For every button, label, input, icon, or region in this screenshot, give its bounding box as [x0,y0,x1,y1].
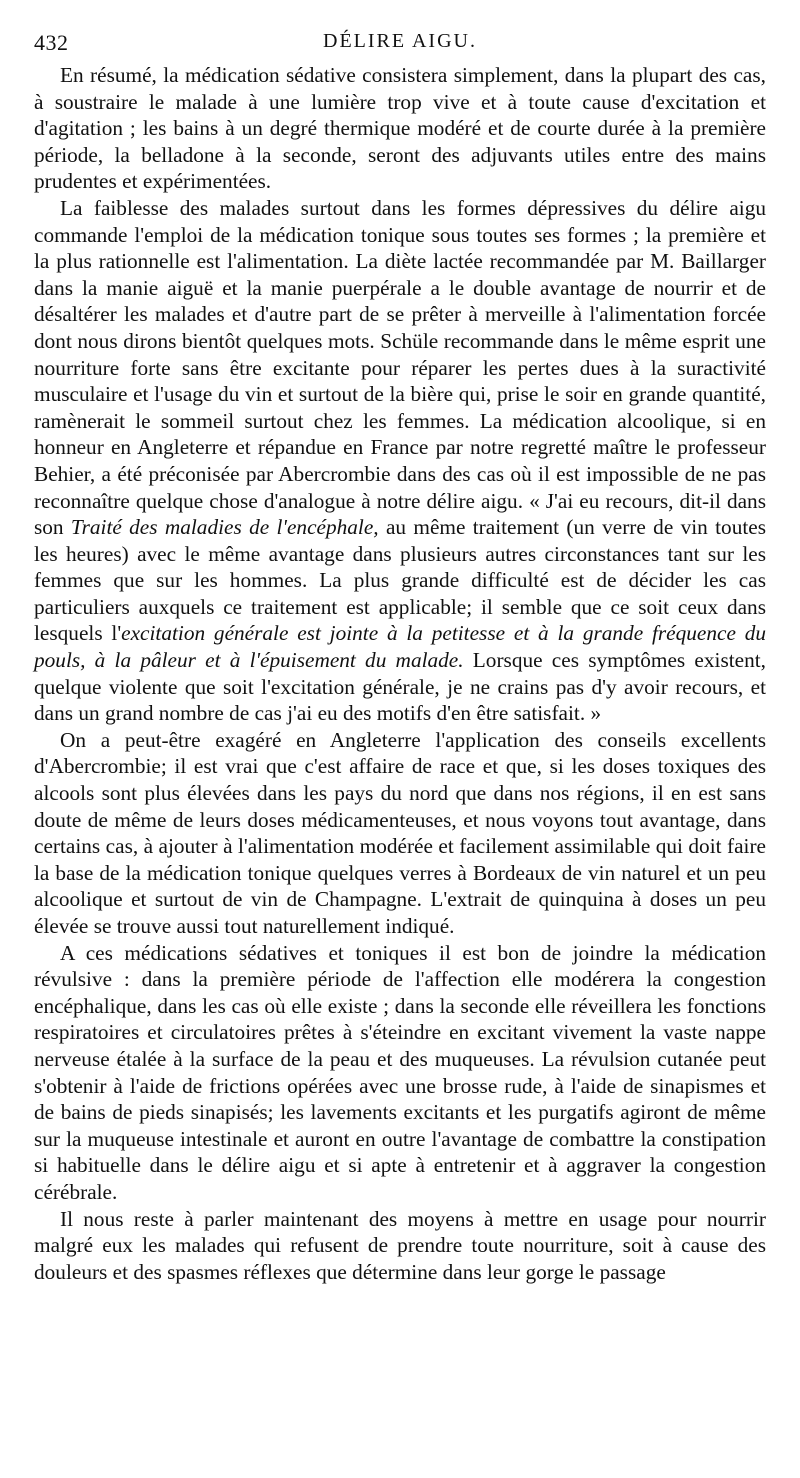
paragraph [34,62,766,195]
text-segment: Lorsque ces symptômes existent, quelque violente que soit l'excitation générale, je ne crains pas d'y avoir recours, et dans un grand nombre de cas j'ai eu des motifs d'en être satisfait. » [34,648,766,726]
paragraph [34,727,766,940]
running-title: DÉLIRE AIGU. [323,30,477,52]
text-segment: La faiblesse des malades surtout dans les formes dépressives du délire aigu commande l'emploi de la médication tonique sous toutes ses formes ; la première et la plus rationnelle est l'alimentation. La diète lactée recommandée par M. Baillarger dans la manie aiguë et la manie puerpérale a le double avantage de nourrir et de désaltérer les malades et d'autre part de se prêter à merveille à l'alimentation forcée dont nous dirons bientôt quelques mots. Schüle recommande dans le même esprit une nourriture forte sans être excitante pour réparer les pertes dues à la suractivité musculaire et l'usage du vin et surtout de la bière qui, prise le soir en grande quantité, ramènerait le sommeil surtout chez les femmes. La médication alcoolique, si en honneur en Angleterre et répandue en France par notre regretté maître le professeur Behier, a été préconisée par Abercrombie dans des cas où il est impossible de ne pas reconnaître quelque chose d'analogue à notre délire aigu. « J'ai eu recours, dit-il dans son [34,195,766,540]
page-header [34,30,766,58]
text-segment: au même traitement (un verre de vin toutes les heures) avec le même avantage dans plusieurs autres circonstances tant sur les femmes que sur les hommes. La plus grande difficulté est de décider les cas particuliers auxquels ce traitement est applicable; il semble que ce soit ceux dans lesquels l' [34,515,766,646]
paragraph [34,195,766,727]
text-segment: On a peut-être exagéré en Angleterre l'application des conseils excellents d'Abercrombie; il est vrai que c'est affaire de race et que, si les doses toxiques des alcools sont plus élevées dans les pays du nord que dans nos régions, il en est sans doute de même de leurs doses médicamenteuses, et nous voyons tout avantage, dans certains cas, à ajouter à l'alimentation modérée et facilement assimilable qui doit faire la base de la médication tonique quelques verres à Bordeaux de vin naturel et un peu alcoolique et surtout de vin de Champagne. L'extrait de quinquina à doses un peu élevée se trouve aussi tout naturellement indiqué. [34,727,766,938]
paragraph [34,940,766,1206]
page-number: 432 [34,30,69,55]
body-text [34,62,766,1285]
text-segment: Il nous reste à parler maintenant des moyens à mettre en usage pour nourrir malgré eux les malades qui refusent de prendre toute nourriture, soit à cause des douleurs et des spasmes réflexes que détermine dans leur gorge le passage [34,1206,766,1284]
text-segment: A ces médications sédatives et toniques il est bon de joindre la médication révulsive : dans la première période de l'affection elle modérera la congestion encéphalique, dans les cas où elle existe ; dans la seconde elle réveillera les fonctions respiratoires et circulatoires prêtes à s'éteindre en excitant vivement la vaste nappe nerveuse étalée à la surface de la peau et des muqueuses. La révulsion cutanée peut s'obtenir à l'aide de frictions opérées avec une brosse rude, à l'aide de sinapismes et de bains de pieds sinapisés; les lavements excitants et les purgatifs agiront de même sur la muqueuse intestinale et auront en outre l'avantage de combattre la constipation si habituelle dans le délire aigu et si apte à entretenir et à aggraver la congestion cérébrale. [34,940,766,1204]
paragraph [34,1206,766,1286]
italic-text-segment: excitation générale est jointe à la petitesse et à la grande fréquence du pouls, à la pâleur et à l'épuisement du malade. [34,621,766,673]
text-segment: En résumé, la médication sédative consistera simplement, dans la plupart des cas, à soustraire le malade à une lumière trop vive et à toute cause d'excitation et d'agitation ; les bains à un degré thermique modéré et de courte durée à la première période, la belladone à la seconde, seront des adjuvants utiles entre des mains prudentes et expérimentées. [34,63,766,194]
italic-text-segment: Traité des maladies de l'encéphale, [70,515,379,540]
